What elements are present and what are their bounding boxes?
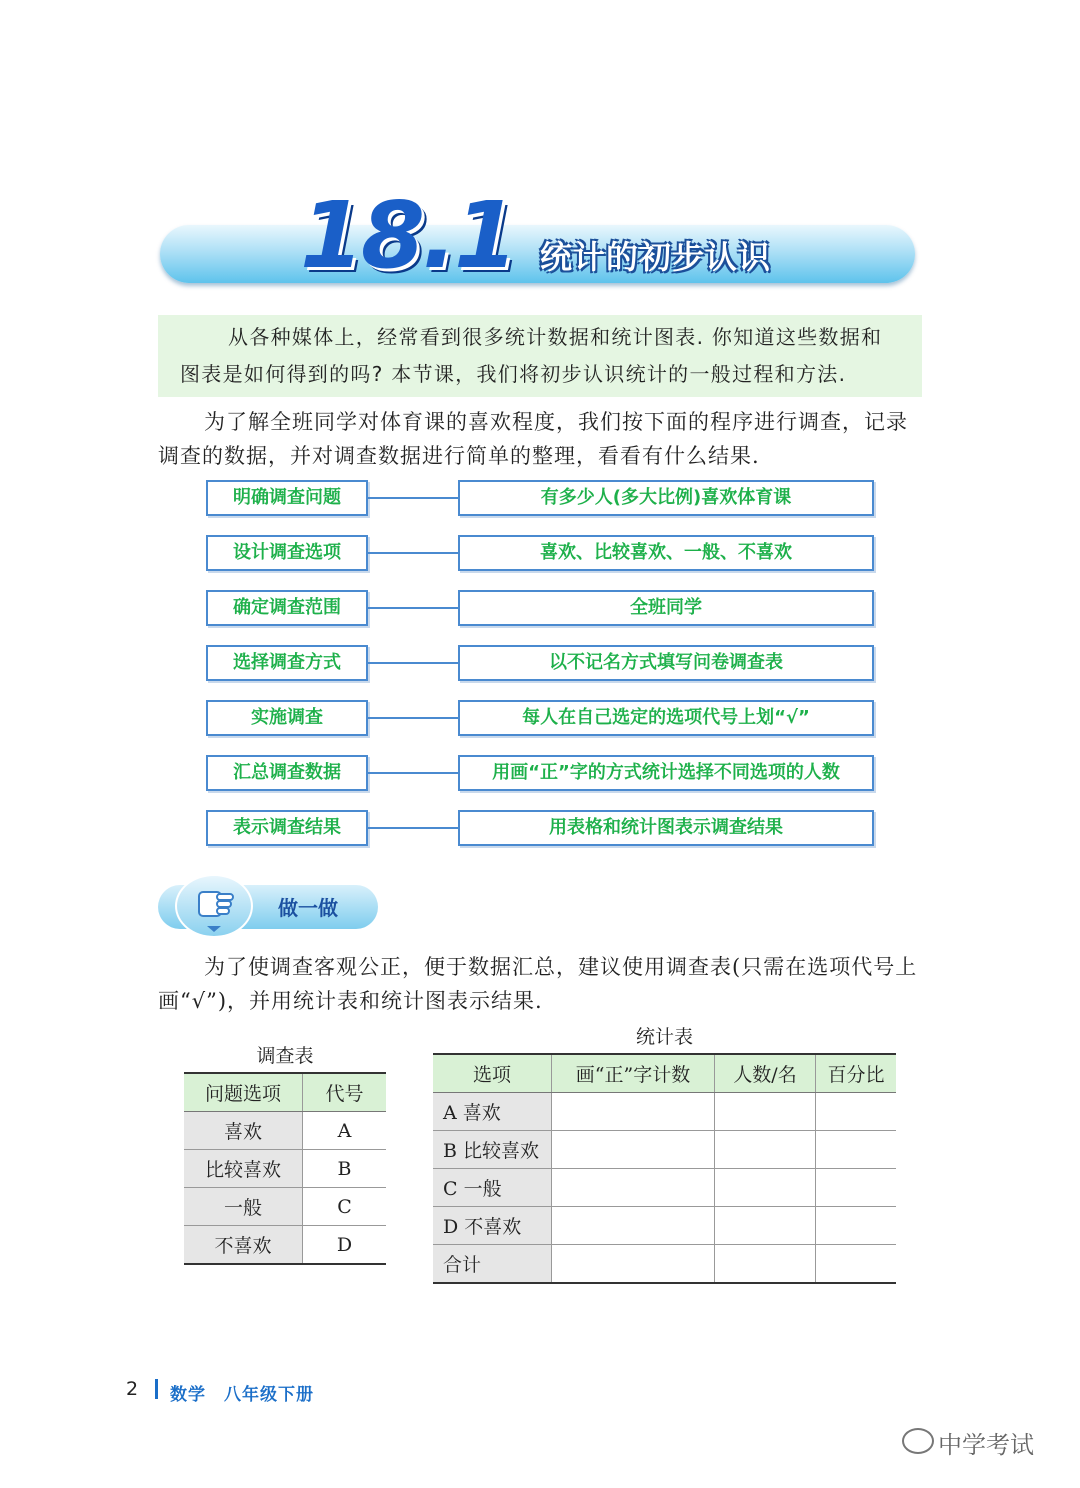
- table-header: 问题选项: [184, 1073, 303, 1112]
- table-cell: D: [303, 1226, 387, 1265]
- table-cell: 一般: [184, 1188, 303, 1226]
- table-cell: [715, 1245, 816, 1284]
- table-cell: [816, 1169, 897, 1207]
- table-cell: 比较喜欢: [184, 1150, 303, 1188]
- flow-connector: [368, 552, 458, 554]
- table-header: 人数/名: [715, 1054, 816, 1093]
- flow-detail: 每人在自己选定的选项代号上划“√”: [458, 700, 874, 736]
- flow-detail: 有多少人(多大比例)喜欢体育课: [458, 480, 874, 516]
- flow-step: 选择调查方式: [206, 645, 368, 681]
- section-title: 统计的初步认识: [540, 238, 772, 276]
- table-cell: [816, 1093, 897, 1131]
- footer-title: 数学 八年级下册: [170, 1385, 314, 1405]
- page-divider: [155, 1379, 158, 1399]
- wechat-icon: [902, 1428, 934, 1454]
- table-cell: [552, 1169, 715, 1207]
- section-number: 18.1: [300, 182, 515, 289]
- table-cell: 合计: [433, 1245, 552, 1284]
- flow-row: [206, 755, 876, 793]
- flow-detail: 喜欢、比较喜欢、一般、不喜欢: [458, 535, 874, 571]
- table-cell: [715, 1131, 816, 1169]
- stat-table: [433, 1053, 896, 1284]
- table-cell: B 比较喜欢: [433, 1131, 552, 1169]
- intro-box: 从各种媒体上，经常看到很多统计数据和统计图表. 你知道这些数据和图表是如何得到的吗? 本节课，我们将初步认识统计的一般过程和方法.: [158, 315, 922, 397]
- table-header: 选项: [433, 1054, 552, 1093]
- table-row: [433, 1207, 896, 1245]
- table-row: [184, 1150, 386, 1188]
- table-cell: [816, 1131, 897, 1169]
- table-cell: [552, 1131, 715, 1169]
- flow-connector: [368, 827, 458, 829]
- stat-table-caption: 统计表: [635, 1026, 693, 1048]
- table-cell: [816, 1207, 897, 1245]
- table-header-row: [433, 1054, 896, 1093]
- flow-row: [206, 535, 876, 573]
- doit-label: 做一做: [278, 896, 338, 920]
- flow-step: 表示调查结果: [206, 810, 368, 846]
- flow-connector: [368, 772, 458, 774]
- table-row: [184, 1112, 386, 1150]
- flow-connector: [368, 497, 458, 499]
- flow-step: 汇总调查数据: [206, 755, 368, 791]
- table-cell: [715, 1169, 816, 1207]
- flow-row: [206, 810, 876, 848]
- table-cell: 不喜欢: [184, 1226, 303, 1265]
- table-cell: D 不喜欢: [433, 1207, 552, 1245]
- flow-step: 实施调查: [206, 700, 368, 736]
- table-cell: [552, 1245, 715, 1284]
- flow-connector: [368, 607, 458, 609]
- flow-connector: [368, 662, 458, 664]
- table-cell: [715, 1093, 816, 1131]
- paragraph-2: 为了使调查客观公正，便于数据汇总，建议使用调查表(只需在选项代号上画“√”)，并用统计表和统计图表示结果.: [158, 955, 918, 1013]
- flow-step: 确定调查范围: [206, 590, 368, 626]
- table-cell: [816, 1245, 897, 1284]
- table-row: [433, 1131, 896, 1169]
- table-cell: [715, 1207, 816, 1245]
- table-row: [433, 1093, 896, 1131]
- table-cell: 喜欢: [184, 1112, 303, 1150]
- flow-step: 设计调查选项: [206, 535, 368, 571]
- flow-row: [206, 590, 876, 628]
- flow-connector: [368, 717, 458, 719]
- flow-row: [206, 480, 876, 518]
- paragraph-1: 为了解全班同学对体育课的喜欢程度，我们按下面的程序进行调查，记录调查的数据，并对调查数据进行简单的整理，看看有什么结果.: [158, 410, 908, 468]
- watermark: 中学考试: [938, 1431, 1034, 1459]
- table-cell: B: [303, 1150, 387, 1188]
- table-row: [184, 1188, 386, 1226]
- table-row: [433, 1245, 896, 1284]
- table-header-row: [184, 1073, 386, 1112]
- table-header: 百分比: [816, 1054, 897, 1093]
- flow-row: [206, 700, 876, 738]
- table-cell: [552, 1207, 715, 1245]
- table-cell: A 喜欢: [433, 1093, 552, 1131]
- flow-detail: 以不记名方式填写问卷调查表: [458, 645, 874, 681]
- survey-table-caption: 调查表: [256, 1045, 314, 1067]
- table-cell: C: [303, 1188, 387, 1226]
- section-banner: [160, 225, 915, 283]
- table-cell: [552, 1093, 715, 1131]
- flow-step: 明确调查问题: [206, 480, 368, 516]
- page-number: 2: [126, 1378, 139, 1400]
- survey-table: [184, 1072, 386, 1265]
- flow-detail: 用画“正”字的方式统计选择不同选项的人数: [458, 755, 874, 791]
- flow-detail: 全班同学: [458, 590, 874, 626]
- hand-icon: [175, 874, 253, 938]
- table-cell: A: [303, 1112, 387, 1150]
- table-header: 代号: [303, 1073, 387, 1112]
- table-cell: C 一般: [433, 1169, 552, 1207]
- table-row: [433, 1169, 896, 1207]
- flow-row: [206, 645, 876, 683]
- table-header: 画“正”字计数: [552, 1054, 715, 1093]
- table-row: [184, 1226, 386, 1265]
- flow-detail: 用表格和统计图表示调查结果: [458, 810, 874, 846]
